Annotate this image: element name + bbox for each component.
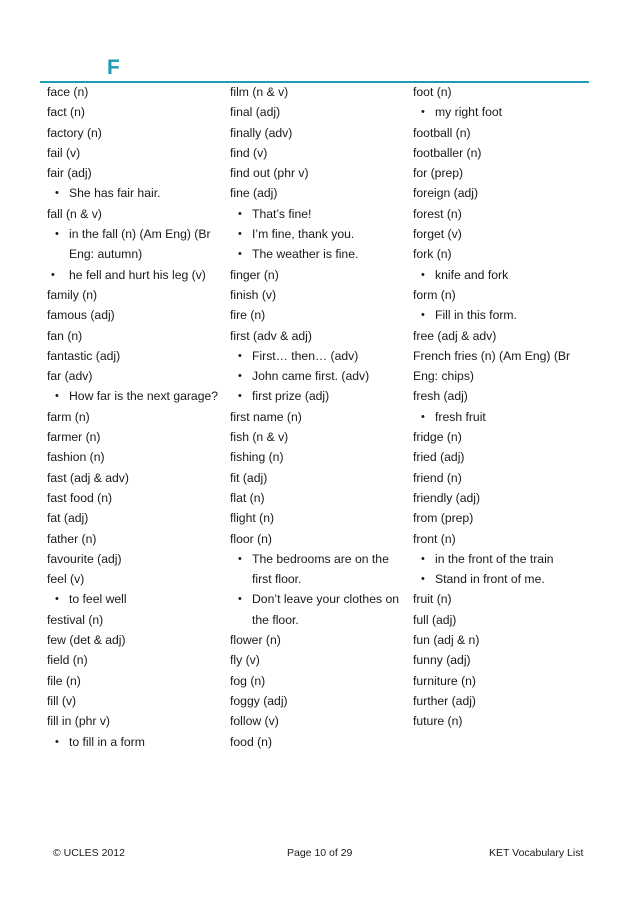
example-sentence — [413, 407, 593, 427]
bullet-icon: • — [421, 552, 425, 565]
vocab-entry: fork (n) — [413, 247, 452, 262]
vocab-entry: foot (n) — [413, 85, 452, 99]
bullet-icon: • — [55, 390, 59, 403]
bullet-icon: • — [238, 349, 242, 362]
example-sentence — [230, 549, 408, 590]
vocab-entry: fair (adj) — [47, 166, 92, 181]
vocab-entry: find (v) — [230, 145, 268, 160]
vocab-entry: fat (adj) — [47, 511, 89, 526]
vocab-entry: friend (n) — [413, 470, 462, 485]
example-text: in the fall (n) (Am Eng) (Br Eng: autumn) — [69, 227, 211, 262]
example-sentence — [413, 549, 593, 569]
vocab-entry: feel (v) — [47, 572, 85, 587]
vocab-entry: file (n) — [47, 673, 81, 688]
vocab-entry: footballer (n) — [413, 145, 482, 160]
bullet-icon: • — [238, 390, 242, 403]
example-sentence — [47, 183, 222, 203]
vocab-entry: fried (adj) — [413, 450, 465, 465]
vocab-entry: final (adj) — [230, 105, 281, 120]
vocab-entry: field (n) — [47, 653, 88, 668]
example-text: to fill in a form — [69, 734, 145, 749]
vocab-entry: fruit (n) — [413, 592, 452, 607]
footer-page-number: Page 10 of 29 — [287, 847, 353, 859]
vocab-entry: favourite (adj) — [47, 551, 122, 566]
vocab-entry: football (n) — [413, 125, 471, 140]
example-sentence — [230, 224, 408, 244]
example-sentence — [230, 346, 408, 366]
bullet-icon: • — [238, 370, 242, 383]
example-text: Don’t leave your clothes on the floor. — [252, 592, 400, 627]
example-text: he fell and hurt his leg (v) — [69, 267, 206, 282]
vocab-entry: festival (n) — [47, 612, 104, 627]
example-sentence — [230, 204, 408, 224]
vocab-entry: fun (adj & n) — [413, 633, 480, 648]
vocab-entry: factory (n) — [47, 125, 102, 140]
vocab-entry: follow (v) — [230, 714, 279, 729]
bullet-icon: • — [238, 593, 242, 606]
example-text: John came first. (adv) — [252, 369, 370, 384]
bullet-icon: • — [421, 268, 425, 281]
vocab-entry: further (adj) — [413, 693, 476, 708]
vocab-entry: fail (v) — [47, 145, 81, 160]
example-sentence — [47, 732, 222, 752]
vocab-entry: farmer (n) — [47, 430, 101, 445]
vocab-entry: forest (n) — [413, 206, 462, 221]
vocab-entry: forget (v) — [413, 227, 462, 242]
vocab-entry: fact (n) — [47, 105, 85, 120]
example-text: The weather is fine. — [252, 247, 359, 262]
vocab-entry: floor (n) — [230, 531, 272, 546]
bullet-icon: • — [238, 552, 242, 565]
example-sentence — [47, 265, 222, 285]
example-sentence — [413, 265, 593, 285]
vocab-column-2 — [230, 82, 408, 752]
example-text: She has fair hair. — [69, 186, 161, 201]
vocab-entry: fresh (adj) — [413, 389, 468, 404]
vocab-entry: film (n & v) — [230, 85, 289, 99]
bullet-icon: • — [51, 268, 55, 281]
section-letter: F — [107, 56, 120, 79]
vocab-entry: food (n) — [230, 734, 273, 749]
example-text: first prize (adj) — [252, 389, 330, 404]
vocab-entry: fast food (n) — [47, 490, 113, 505]
vocab-entry: form (n) — [413, 287, 456, 302]
vocab-entry: from (prep) — [413, 511, 474, 526]
vocab-entry: fill (v) — [47, 693, 77, 708]
vocab-entry: fish (n & v) — [230, 430, 289, 445]
vocab-column-3 — [413, 82, 593, 732]
example-text: First… then… (adv) — [252, 348, 359, 363]
vocab-entry: fly (v) — [230, 653, 260, 668]
example-text: knife and fork — [435, 267, 509, 282]
vocab-entry: free (adj & adv) — [413, 328, 497, 343]
vocab-entry: few (det & adj) — [47, 633, 126, 648]
example-sentence — [230, 589, 408, 630]
example-text: That’s fine! — [252, 206, 312, 221]
vocab-entry: fog (n) — [230, 673, 266, 688]
vocab-column-1 — [47, 82, 222, 752]
vocab-entry: flight (n) — [230, 511, 275, 526]
bullet-icon: • — [55, 228, 59, 241]
example-sentence — [413, 305, 593, 325]
example-text: Fill in this form. — [435, 308, 517, 323]
bullet-icon: • — [421, 410, 425, 423]
bullet-icon: • — [238, 228, 242, 241]
bullet-icon: • — [421, 573, 425, 586]
vocab-entry: future (n) — [413, 714, 463, 729]
vocab-entry: fantastic (adj) — [47, 348, 121, 363]
example-sentence — [47, 589, 222, 609]
example-text: Stand in front of me. — [435, 572, 545, 587]
vocab-entry: fashion (n) — [47, 450, 105, 465]
vocab-entry: fridge (n) — [413, 430, 462, 445]
example-sentence — [47, 386, 222, 406]
footer-copyright: © UCLES 2012 — [53, 847, 125, 859]
example-text: The bedrooms are on the first floor. — [252, 551, 389, 587]
vocab-entry: fishing (n) — [230, 450, 284, 465]
example-sentence — [230, 386, 408, 406]
example-text: to feel well — [69, 592, 127, 607]
vocab-entry: finally (adv) — [230, 125, 293, 140]
vocab-entry: first name (n) — [230, 409, 302, 424]
vocab-entry: fire (n) — [230, 308, 266, 323]
bullet-icon: • — [55, 735, 59, 748]
example-sentence — [230, 244, 408, 264]
bullet-icon: • — [421, 106, 425, 119]
example-sentence — [413, 102, 593, 122]
vocab-entry: fill in (phr v) — [47, 714, 110, 729]
vocab-entry: front (n) — [413, 531, 456, 546]
vocab-entry: foggy (adj) — [230, 693, 288, 708]
footer-document-title: KET Vocabulary List — [489, 847, 584, 859]
vocab-entry: fall (n & v) — [47, 206, 102, 221]
example-text: fresh fruit — [435, 409, 486, 424]
vocab-entry: funny (adj) — [413, 653, 471, 668]
bullet-icon: • — [238, 248, 242, 261]
example-text: my right foot — [435, 105, 503, 120]
vocab-entry: flower (n) — [230, 633, 281, 648]
vocab-entry: fine (adj) — [230, 186, 278, 201]
example-sentence — [413, 569, 593, 589]
vocab-entry: for (prep) — [413, 166, 464, 181]
vocab-entry: full (adj) — [413, 612, 457, 627]
example-text: I’m fine, thank you. — [252, 227, 355, 242]
vocab-entry: fit (adj) — [230, 470, 268, 485]
vocab-entry: famous (adj) — [47, 308, 115, 323]
example-text: How far is the next garage? — [69, 389, 219, 404]
bullet-icon: • — [55, 187, 59, 200]
vocab-entry: farm (n) — [47, 409, 90, 424]
vocab-entry: finger (n) — [230, 267, 279, 282]
vocab-entry: father (n) — [47, 531, 97, 546]
vocab-entry: foreign (adj) — [413, 186, 479, 201]
vocab-entry: French fries (n) (Am Eng) (Br Eng: chips) — [413, 348, 571, 384]
bullet-icon: • — [421, 309, 425, 322]
vocab-entry: face (n) — [47, 85, 89, 99]
example-sentence — [230, 366, 408, 386]
example-text: in the front of the train — [435, 551, 554, 566]
vocab-entry: friendly (adj) — [413, 490, 481, 505]
vocab-entry: first (adv & adj) — [230, 328, 312, 343]
bullet-icon: • — [55, 593, 59, 606]
vocab-entry: flat (n) — [230, 490, 265, 505]
bullet-icon: • — [238, 207, 242, 220]
vocab-entry: furniture (n) — [413, 673, 476, 688]
vocab-entry: family (n) — [47, 287, 98, 302]
vocab-entry: fast (adj & adv) — [47, 470, 129, 485]
vocab-entry: fan (n) — [47, 328, 83, 343]
example-sentence — [47, 224, 222, 265]
vocab-entry: far (adv) — [47, 369, 93, 384]
vocab-entry: finish (v) — [230, 287, 277, 302]
vocab-entry: find out (phr v) — [230, 166, 309, 181]
